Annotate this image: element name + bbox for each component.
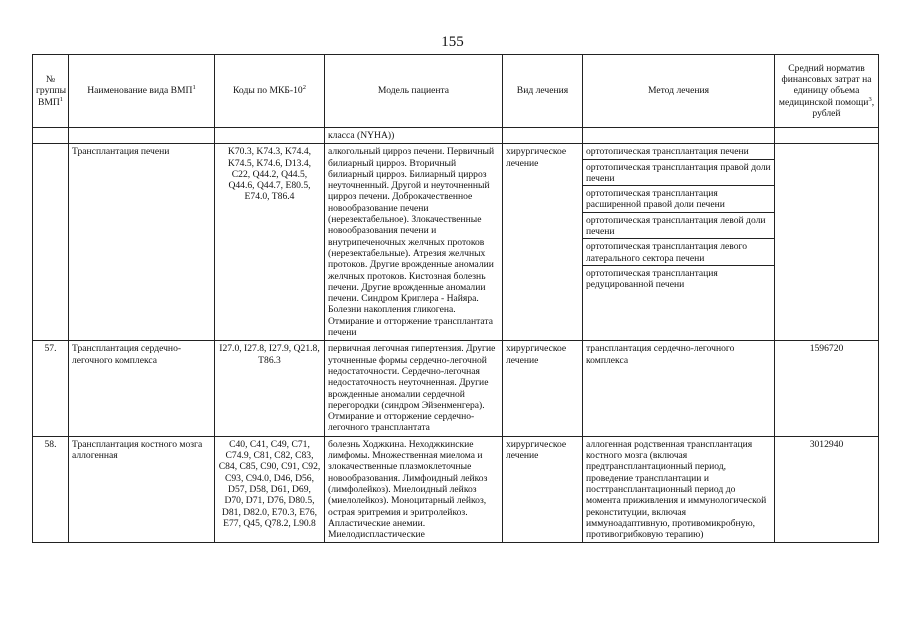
row-num (33, 144, 69, 341)
table-row (33, 144, 879, 341)
row-cost: 1596720 (775, 341, 879, 436)
row-cost (775, 128, 879, 144)
row-cost (775, 144, 879, 341)
row-model: первичная легочная гипертензия. Другие уточненные формы сердечно-легочной недостаточности. Сердечно-легочная недостаточность неуточненная. Другие врожденные аномалии сердечной перегородки (синдром Эйзенменгера). Отмирание и отторжение сердечно-легочного трансплантата (325, 341, 503, 436)
row-type: хирургическое лечение (503, 144, 583, 341)
method-item: ортотопическая трансплантация левого латерального сектора печени (583, 241, 774, 266)
row-model: болезнь Ходжкина. Неходжкинские лимфомы. Множественная миелома и злокачественные плазмоклеточные новообразования. Лимфоидный лейкоз (лимфолейкоз). Миелоидный лейкоз (миелолейкоз). Моноцитарный лейкоз, острая эритремия и эритролейкоз. Апластические анемии. Миелодиспластические (325, 436, 503, 543)
method-item: аллогенная родственная трансплантация костного мозга (включая предтрансплантационный период, проведение трансплантации и посттрансплантационный период до момента приживления и иммунологической реконституции, включая иммуноадаптивную, противомикробную, противогрибковую терапию) (586, 438, 767, 541)
row-name: Трансплантация печени (69, 144, 215, 341)
row-codes (215, 128, 325, 144)
row-name: Трансплантация костного мозга аллогенная (69, 436, 215, 543)
method-item: ортотопическая трансплантация расширенной правой доли печени (583, 188, 774, 213)
table-row (33, 128, 879, 144)
row-cost: 3012940 (775, 436, 879, 543)
row-type (503, 128, 583, 144)
vmp-table (32, 54, 879, 543)
method-item: ортотопическая трансплантация печени (583, 146, 774, 159)
method-item: ортотопическая трансплантация правой доли печени (583, 162, 774, 187)
row-name: Трансплантация сердечно-легочного комплекса (69, 341, 215, 436)
row-num (33, 128, 69, 144)
page-number: 155 (441, 34, 464, 50)
header-num: № группы ВМП$^1$ (33, 55, 69, 128)
row-num: 57. (33, 341, 69, 436)
header-method: Метод лечения (583, 55, 775, 128)
row-type: хирургическое лечение (503, 436, 583, 543)
header-codes: Коды по МКБ-$10^2$ (215, 55, 325, 128)
row-type: хирургическое лечение (503, 341, 583, 436)
header-cost: Средний норматив финансовых затрат на единицу объема медицинской помощи$^3$, рублей (775, 55, 879, 128)
row-methods (583, 128, 775, 144)
header-type: Вид лечения (503, 55, 583, 128)
row-codes: I27.0, I27.8, I27.9, Q21.8, T86.3 (215, 341, 325, 436)
row-model: алкогольный цирроз печени. Первичный билиарный цирроз. Вторичный билиарный цирроз. Билиарный цирроз неуточненный. Другой и неуточненный цирроз печени. Доброкачественное новообразование печени (нерезектабельное). Злокачественные новообразования печени и внутрипеченочных желчных протоков (нерезектабельные). Атрезия желчных протоков. Другие врожденные аномалии желчных протоков. Кистозная болезнь печени. Другие врожденные аномалии печени. Синдром Криглера - Найяра. Болезни накопления гликогена. Отмирание и отторжение трансплантата печени (325, 144, 503, 341)
table-row (33, 436, 879, 543)
row-model: класса (NYHA)) (325, 128, 503, 144)
row-methods (583, 436, 775, 543)
table-header-row (33, 55, 879, 128)
method-item: трансплантация сердечно-легочного комплекса (586, 343, 735, 366)
row-codes: K70.3, K74.3, K74.4, K74.5, K74.6, D13.4, C22, Q44.2, Q44.5, Q44.6, Q44.7, E80.5, E74.0, T86.4 (215, 144, 325, 341)
row-num: 58. (33, 436, 69, 543)
table-row (33, 341, 879, 436)
header-model: Модель пациента (325, 55, 503, 128)
method-item: ортотопическая трансплантация левой доли печени (583, 215, 774, 240)
row-name (69, 128, 215, 144)
header-name: Наименование вида ВМП$^1$ (69, 55, 215, 128)
row-methods (583, 144, 775, 341)
row-codes: C40, C41, C49, C71, C74.9, C81, C82, C83, C84, C85, C90, C91, C92, C93, C94.0, D46, D56, D57, D58, D61, D69, D70, D71, D76, D80.5, D81, D82.0, E70.3, E76, E77, Q45, Q78.2, L90.8 (215, 436, 325, 543)
row-methods (583, 341, 775, 436)
method-item: ортотопическая трансплантация редуцированной печени (586, 267, 718, 291)
